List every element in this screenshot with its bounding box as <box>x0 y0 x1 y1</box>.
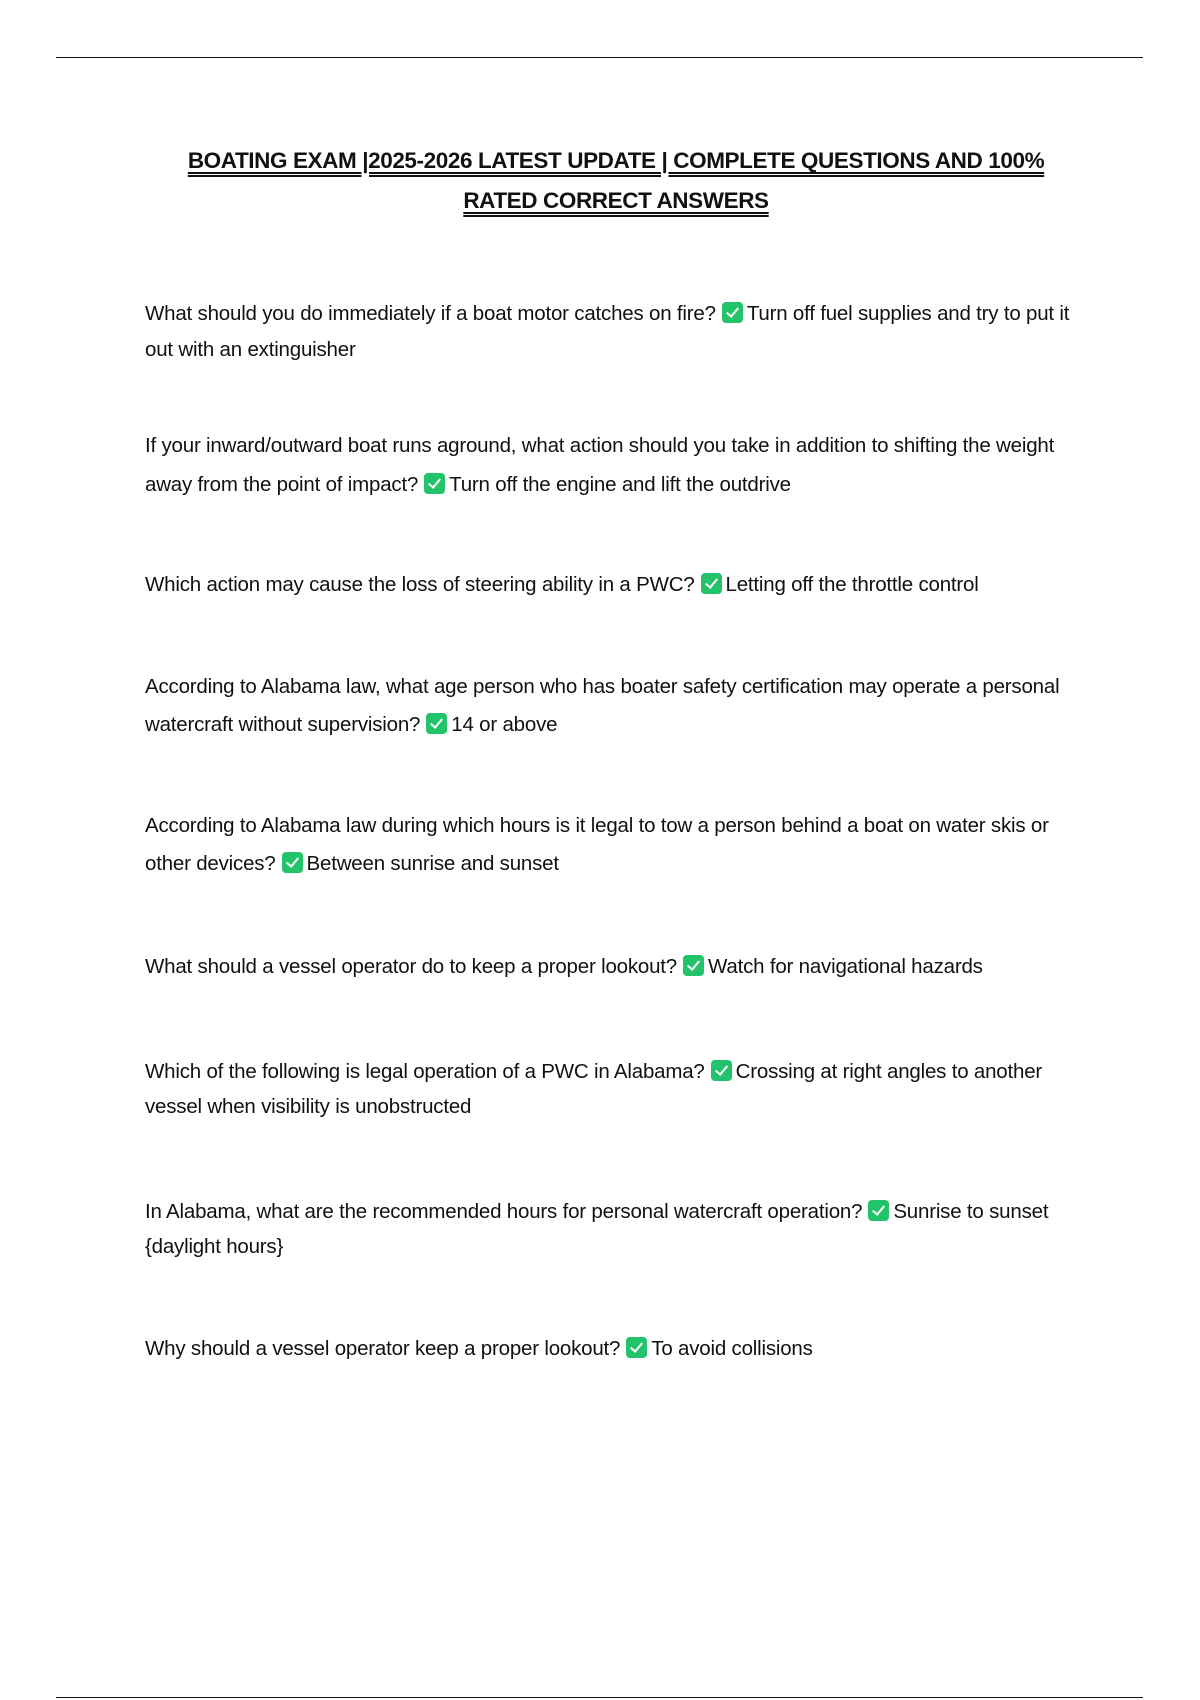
qa-item <box>145 1331 1090 1367</box>
check-icon <box>424 473 445 494</box>
question-text: Which action may cause the loss of steering ability in a PWC? <box>145 573 695 596</box>
check-icon <box>626 1337 647 1358</box>
answer-text: Watch for navigational hazards <box>708 955 983 978</box>
question-text: Why should a vessel operator keep a proper lookout? <box>145 1337 621 1360</box>
check-icon <box>282 852 303 873</box>
answer-text: To avoid collisions <box>651 1337 813 1360</box>
bottom-rule <box>56 1697 1143 1698</box>
check-icon <box>426 713 447 734</box>
answer-text: Turn off the engine and lift the outdrive <box>449 473 791 496</box>
qa-item <box>145 949 1090 985</box>
answer-text: Turn off fuel supplies and try to put it out with an extinguisher <box>145 302 1070 361</box>
check-icon <box>722 302 743 323</box>
question-text: According to Alabama law, what age person who has boater safety certification may operate a personal watercraft without supervision? <box>145 675 1060 736</box>
qa-item <box>145 668 1090 744</box>
question-text: What should a vessel operator do to keep a proper lookout? <box>145 955 677 978</box>
top-rule <box>56 57 1143 58</box>
check-icon <box>683 955 704 976</box>
question-text: Which of the following is legal operation of a PWC in Alabama? <box>145 1060 705 1083</box>
qa-item <box>145 296 1090 368</box>
qa-item <box>145 426 1090 504</box>
question-text: What should you do immediately if a boat motor catches on fire? <box>145 302 716 325</box>
qa-item <box>145 807 1090 883</box>
qa-item <box>145 567 1090 603</box>
document-title-line-2: RATED CORRECT ANSWERS <box>463 188 769 213</box>
answer-text: Letting off the throttle control <box>725 573 979 596</box>
question-text: In Alabama, what are the recommended hours for personal watercraft operation? <box>145 1200 863 1223</box>
check-icon <box>868 1200 889 1221</box>
question-text: According to Alabama law during which hours is it legal to tow a person behind a boat on water skis or other devices? <box>145 814 1049 875</box>
document-title-line-1: BOATING EXAM |2025-2026 LATEST UPDATE | COMPLETE QUESTIONS AND 100% <box>187 148 1045 173</box>
answer-text: 14 or above <box>451 713 558 736</box>
question-text: If your inward/outward boat runs aground, what action should you take in addition to shifting the weight away from the point of impact? <box>145 434 1055 496</box>
qa-item <box>145 1054 1090 1124</box>
answer-text: Between sunrise and sunset <box>306 852 559 875</box>
answer-text: Crossing at right angles to another vessel when visibility is unobstructed <box>145 1060 1043 1118</box>
check-icon <box>711 1060 732 1081</box>
check-icon <box>701 573 722 594</box>
qa-item <box>145 1194 1090 1264</box>
answer-text: Sunrise to sunset {daylight hours} <box>145 1200 1049 1258</box>
